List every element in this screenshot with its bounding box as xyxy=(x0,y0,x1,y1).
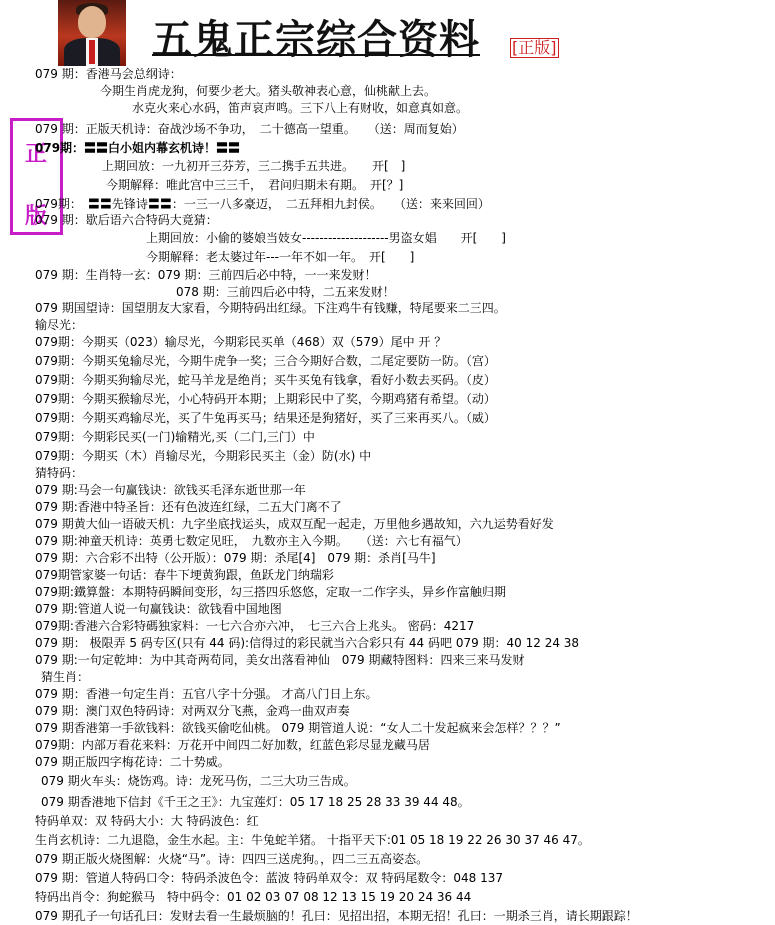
text-line: 079 期正版四字梅花诗：二十势威。 xyxy=(35,755,230,769)
text-line: 079期：〓〓白小姐内幕玄机诗！〓〓 xyxy=(35,141,241,155)
text-line: 特码单双：双 特码大小：大 特码波色：红 xyxy=(35,814,259,828)
text-line: 079 期：管道人特码口令：特码杀波色令：蓝波 特码单双令：双 特码尾数令：048 137 xyxy=(35,871,503,885)
text-line: 079期：今期买（023）输尽光，今期彩民买单（468）双（579）尾中 开 ？ xyxy=(35,335,447,349)
text-line: 079期管家婆一句话：春牛下埂黄狗跟，鱼跃龙门纳瑞彩 xyxy=(35,568,334,582)
text-line: 078 期：三前四后必中特，二五来发财！ xyxy=(176,285,395,299)
text-line: 079 期:马会一句赢钱诀：欲钱买毛泽东逝世那一年 xyxy=(35,483,306,497)
text-line: 079 期：澳门双色特码诗：对两双分飞燕，金鸡一曲双声奏 xyxy=(35,704,350,718)
text-line: 079 期孔子一句话孔曰：发财去看一生最烦脑的！孔曰：见招出招，本期无招！孔曰：一期杀三肖，请长期跟踪！ xyxy=(35,909,638,923)
text-line: 079 期火车头：烧饬鸡。诗：龙死马伤，二三大功三告成。 xyxy=(41,774,356,788)
stamp-char-2: 版 xyxy=(25,203,48,229)
text-line: 今期生肖虎龙狗，何要少老大。猪头敬神表心意，仙桃献上去。 xyxy=(100,84,437,98)
text-line: 079 期：歇后语六合特码大竟猜： xyxy=(35,213,218,227)
text-line: 079期： 〓〓先锋诗〓〓：一三一八多豪迈， 二五拜相九封侯。 （送：来来回回） xyxy=(35,197,490,211)
text-line: 079 期： 极限弄 5 码专区(只有 44 码):信得过的彩民就当六合彩只有 44 码吧 079 期：40 12 24 38 xyxy=(35,636,580,650)
text-line: 今期解释：老太婆过年---一年不如一年。 开[ ] xyxy=(146,250,415,264)
text-line: 079期:鐵算盤：本期特码瞬间变形，勾三搭四乐悠悠，定取一二作字头，异乡作富触归期 xyxy=(35,585,506,599)
text-line: 今期解释：唯此宫中三三千， 君问归期未有期。 开[？] xyxy=(106,178,404,192)
page-header xyxy=(0,0,775,66)
page-title: 五鬼正宗综合资料 xyxy=(152,16,480,63)
text-line: 079 期：香港一句定生肖：五官八字十分强。 才高八门日上东。 xyxy=(35,687,378,701)
text-line: 079 期:管道人说一句赢钱诀：欲钱看中国地图 xyxy=(35,602,282,616)
text-line: 079期：今期买鸡输尽光，买了牛兔再买马；结果还是狗猪好，买了三来再买八。（威） xyxy=(35,411,496,425)
text-line: 079期：内部万看花来料：万花开中间四二好加数，红蓝色彩尽显龙藏马居 xyxy=(35,738,430,752)
text-line: 079 期：六合彩不出特（公开版）：079 期：杀尾[4] 079 期：杀肖[马牛] xyxy=(35,551,436,565)
text-line: 生肖玄机诗：二九退隐，金生水起。主：牛兔蛇羊猪。 十指平天下:01 05 18 19 22 26 30 37 46 47。 xyxy=(35,833,590,847)
text-line: 079 期:神童天机诗：英勇七数定见旺， 九数亦主入今期。 （送：六七有福气） xyxy=(35,534,468,548)
text-line: 079 期香港地下信封《千王之王》：九宝莲灯：05 17 18 25 28 33 39 44 48。 xyxy=(41,795,470,809)
genuine-badge: [正版] xyxy=(512,38,557,57)
text-line: 079 期：正版天机诗：奋战沙场不争功， 二十德高一望重。 （送：周而复始） xyxy=(35,122,464,136)
text-line: 猜特码： xyxy=(35,466,84,480)
text-line: 079 期：生肖特一玄：079 期：三前四后必中特，一一来发财！ xyxy=(35,268,377,282)
author-photo xyxy=(58,0,126,66)
text-line: 079 期正版火烧图解：火烧“马”。诗：四四三送虎狗。，四二三五高姿态。 xyxy=(35,852,429,866)
text-line: 上期回放：小偷的婆娘当妓女--------------------男盗女娼 开[ ] xyxy=(146,231,506,245)
text-line: 079 期:一句定乾坤：为中其奇两苟同，美女出落看神仙 079 期藏特图料：四来三来马发财 xyxy=(35,653,525,667)
text-line: 079期：今期买兔输尽光，今期牛虎争一奖；三合今期好合数，二尾定要防一防。（宫） xyxy=(35,354,496,368)
text-line: 079期：今期买猴输尽光，小心特码开本期；上期彩民中了奖，今期鸡猪有希望。（动） xyxy=(35,392,496,406)
text-line: 输尽光： xyxy=(35,318,84,332)
text-line: 079期：今期买狗输尽光，蛇马羊龙是绝肖；买牛买兔有钱拿，看好小数去买码。（皮） xyxy=(35,373,496,387)
text-line: 079 期:香港中特圣旨：还有色波连红绿，二五大门离不了 xyxy=(35,500,342,514)
text-line: 特码出肖令：狗蛇猴马 特中码令：01 02 03 07 08 12 13 15 19 20 24 36 44 xyxy=(35,890,472,904)
text-line: 079期：今期买（木）肖输尽光，今期彩民买主（金）防(水) 中 xyxy=(35,449,372,463)
text-line: 079期：今期彩民买(一门)输精光,买（二门,三门）中 xyxy=(35,430,315,444)
text-line: 079 期香港第一手欲钱料：欲钱买偷吃仙桃。 079 期管道人说：“女人二十发起疯来会怎样？？？” xyxy=(35,721,561,735)
text-line: 079 期：香港马会总纲诗： xyxy=(35,67,182,81)
stamp-char-1: 正 xyxy=(25,141,48,167)
text-line: 079 期国望诗：国望朋友大家看，今期特码出红绿。下注鸡牛有钱赚，特尾要来二三四。 xyxy=(35,301,506,315)
text-line: 079 期黄大仙一语破天机：九字坐底找运头，成双互配一起走，万里他乡遇故知，六九运势看好发 xyxy=(35,517,554,531)
text-line: 079期:香港六合彩特碼独家料：一七六合亦六冲， 七三六合上兆头。 密码：4217 xyxy=(35,619,475,633)
text-line: 上期回放：一九初开三芬芳，三二携手五共进。 开[ ] xyxy=(102,159,406,173)
text-line: 猜生肖： xyxy=(41,670,90,684)
text-line: 水克火来心水码，笛声哀声鸣。三下八上有财收，如意真如意。 xyxy=(132,101,469,115)
